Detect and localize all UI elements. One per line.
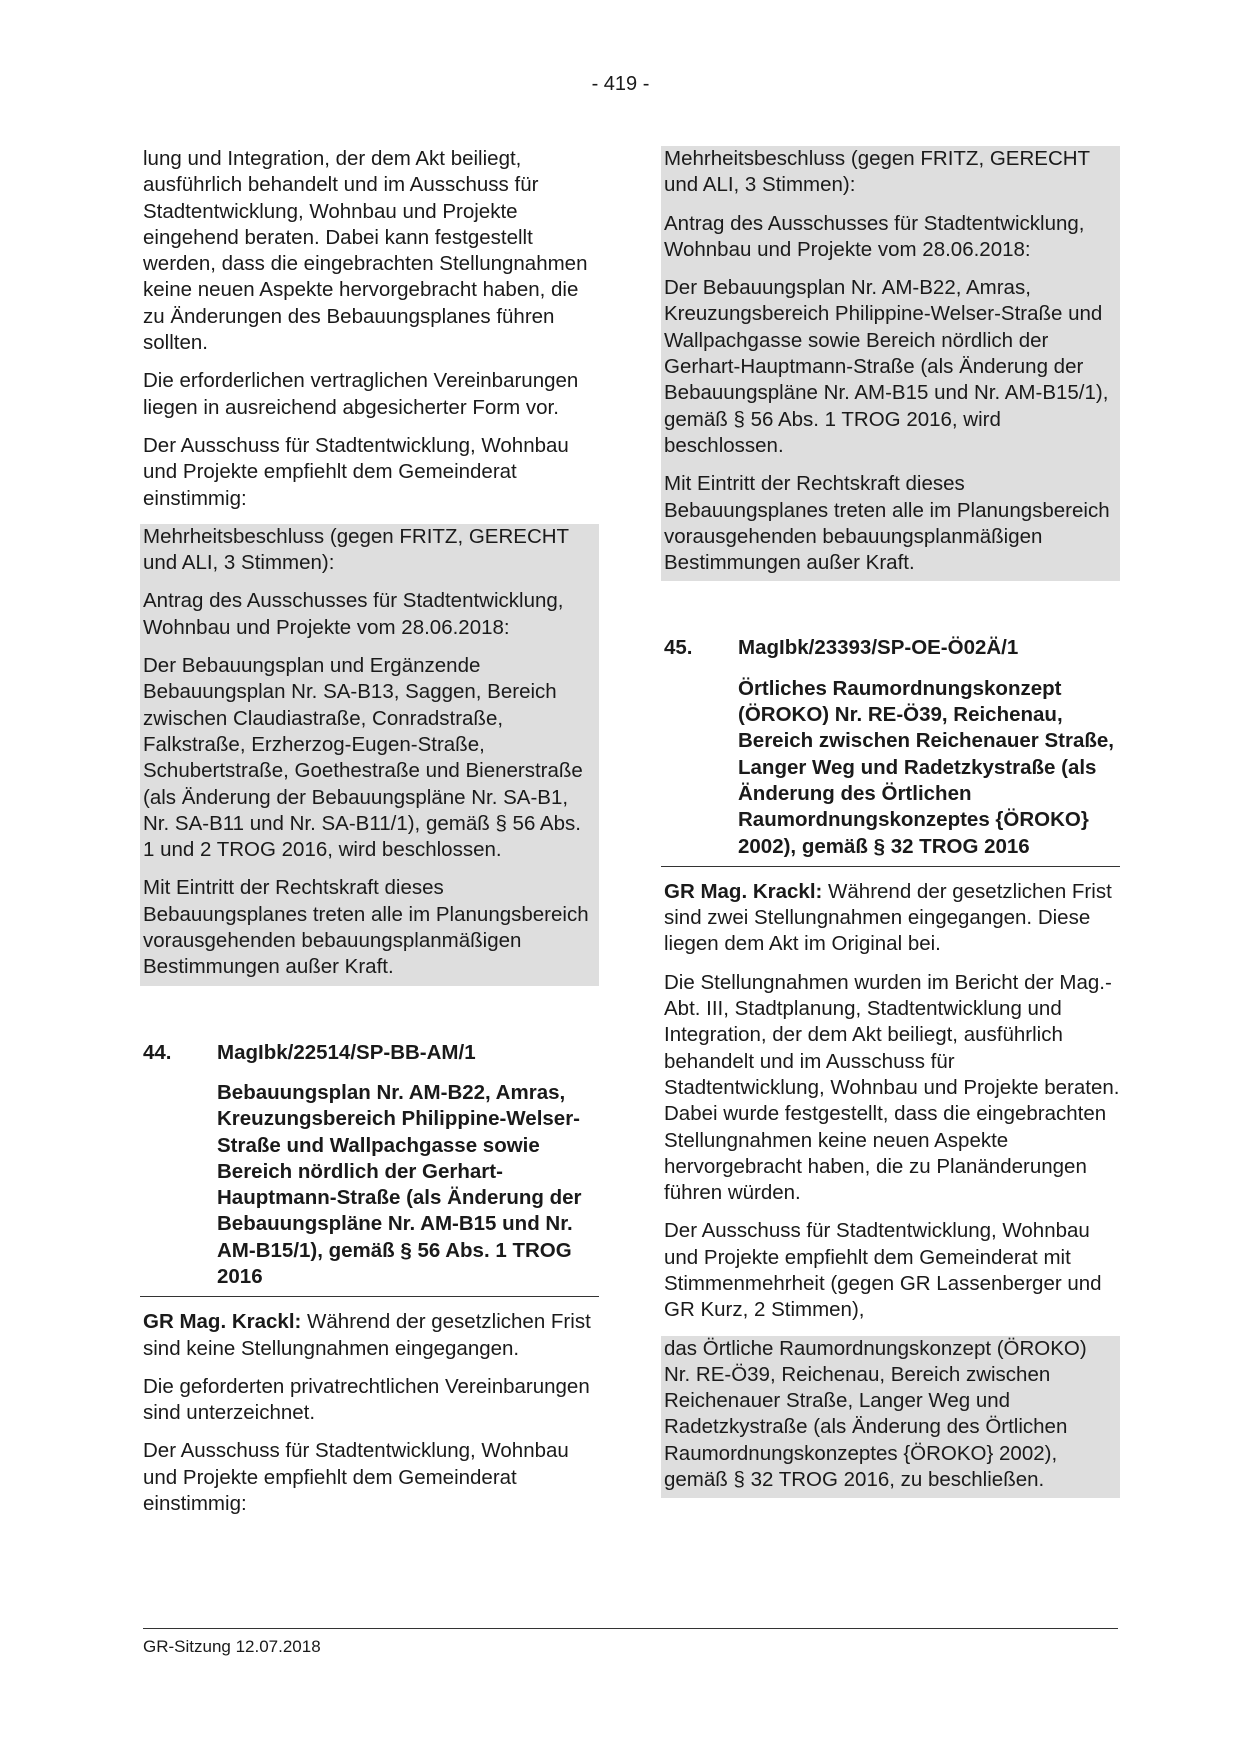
vote-result: Mehrheitsbeschluss (gegen FRITZ, GERECHT und ALI, 3 Stimmen): (664, 147, 1090, 197)
vote-result: Mehrheitsbeschluss (gegen FRITZ, GERECHT und ALI, 3 Stimmen): (143, 524, 569, 575)
paragraph: Die Stellungnahmen wurden im Bericht der Mag.-Abt. III, Stadtplanung, Stadtentwicklung und Integration, der dem Akt beiliegt, ausführlich behandelt und im Ausschuss für Stadtentwicklung, Wohnbau und Projekte beraten. Dabei wurde festgestellt, dass die eingebrachten Stellungnahmen keine neuen Aspekte hervorgebracht haben, die zu Planänderungen führen würden. (664, 970, 1120, 1205)
resolution-box (661, 146, 1120, 581)
resolution-box (140, 524, 599, 986)
paragraph: Der Ausschuss für Stadtentwicklung, Wohnbau und Projekte empfiehlt dem Gemeinderat einstimmig: (143, 433, 569, 510)
footer: GR-Sitzung 12.07.2018 (143, 1637, 321, 1656)
item-title: Bebauungsplan Nr. AM-B22, Amras, Kreuzungsbereich Philippine-Welser-Straße und Wallpachgasse sowie Bereich nördlich der Gerhart-Hauptmann-Straße (als Änderung der Bebauungspläne Nr. AM-B15 und Nr. AM-B15/1), gemäß § 56 Abs. 1 TROG 2016 (217, 1080, 582, 1288)
resolution-note: Mit Eintritt der Rechtskraft dieses Bebauungsplanes treten alle im Planungsbereich vorausgehenden bebauungsplanmäßigen Bestimmungen außer Kraft. (143, 876, 589, 979)
speaker-text: Während der gesetzlichen Frist sind zwei Stellungnahmen eingegangen. Diese liegen dem Akt im Original bei. (664, 879, 1112, 956)
divider (140, 1296, 599, 1297)
footer-divider (143, 1628, 1118, 1629)
agenda-item-44 (143, 1040, 599, 1298)
paragraph: Die erforderlichen vertraglichen Vereinbarungen liegen in ausreichend abgesicherter Form vor. (143, 369, 579, 419)
page-number: - 419 - (591, 73, 650, 95)
item-number: 44. (143, 1040, 172, 1064)
item-title: Örtliches Raumordnungskonzept (ÖROKO) Nr. RE-Ö39, Reichenau, Bereich zwischen Reichenauer Straße, Langer Weg und Radetzkystraße (als Änderung des Örtlichen Raumordnungskonzeptes {ÖROKO} 2002), gemäß § 32 TROG 2016 (738, 676, 1114, 858)
resolution-text: Der Bebauungsplan und Ergänzende Bebauungsplan Nr. SA-B13, Saggen, Bereich zwischen Claudiastraße, Conradstraße, Falkstraße, Erzherzog-Eugen-Straße, Schubertstraße, Goethestraße und Bienerstraße (als Änderung der Bebauungspläne Nr. SA-B1, Nr. SA-B11 und Nr. SA-B11/1), gemäß § 56 Abs. 1 und 2 TROG 2016, wird beschlossen. (143, 654, 583, 862)
resolution-text: Der Bebauungsplan Nr. AM-B22, Amras, Kreuzungsbereich Philippine-Welser-Straße und Wallpachgasse sowie Bereich nördlich der Gerhart-Hauptmann-Straße (als Änderung der Bebauungspläne Nr. AM-B15 und Nr. AM-B15/1), gemäß § 56 Abs. 1 TROG 2016, wird beschlossen. (664, 276, 1109, 457)
speaker-name: GR Mag. Krackl: (664, 879, 823, 903)
paragraph: Der Ausschuss für Stadtentwicklung, Wohnbau und Projekte empfiehlt dem Gemeinderat mit Stimmenmehrheit (gegen GR Lassenberger und GR Kurz, 2 Stimmen), (664, 1219, 1102, 1322)
left-column (143, 146, 599, 1529)
resolution-box (661, 1336, 1120, 1499)
item-number: 45. (664, 636, 693, 660)
resolution-note: Mit Eintritt der Rechtskraft dieses Bebauungsplanes treten alle im Planungsbereich vorausgehenden bebauungsplanmäßigen Bestimmungen außer Kraft. (664, 472, 1110, 575)
divider (661, 866, 1120, 867)
speaker-text: Während der gesetzlichen Frist sind keine Stellungnahmen eingegangen. (143, 1310, 591, 1360)
speaker-paragraph (664, 879, 1120, 958)
paragraph: Der Ausschuss für Stadtentwicklung, Wohnbau und Projekte empfiehlt dem Gemeinderat einstimmig: (143, 1439, 569, 1516)
agenda-item-45 (664, 635, 1120, 866)
resolution-text: das Örtliche Raumordnungskonzept (ÖROKO) Nr. RE-Ö39, Reichenau, Bereich zwischen Reichenauer Straße, Langer Weg und Radetzkystraße (als Änderung des Örtlichen Raumordnungskonzeptes {ÖROKO} 2002), gemäß § 32 TROG 2016, zu beschließen. (664, 1336, 1087, 1492)
speaker-paragraph (143, 1309, 599, 1362)
item-code: MagIbk/23393/SP-OE-Ö02Ä/1 (738, 636, 1019, 660)
motion-intro: Antrag des Ausschusses für Stadtentwicklung, Wohnbau und Projekte vom 28.06.2018: (664, 211, 1085, 261)
speaker-name: GR Mag. Krackl: (143, 1310, 302, 1334)
motion-intro: Antrag des Ausschusses für Stadtentwicklung, Wohnbau und Projekte vom 28.06.2018: (143, 589, 564, 639)
paragraph: lung und Integration, der dem Akt beiliegt, ausführlich behandelt und im Ausschuss für Stadtentwicklung, Wohnbau und Projekte eingehend beraten. Dabei kann festgestellt werden, dass die eingebrachten Stellungnahmen keine neuen Aspekte hervorgebracht haben, die zu Änderungen des Bebauungsplanes führen sollten. (143, 147, 588, 355)
right-column (664, 146, 1120, 1498)
item-code: MagIbk/22514/SP-BB-AM/1 (217, 1040, 476, 1064)
paragraph: Die geforderten privatrechtlichen Vereinbarungen sind unterzeichnet. (143, 1374, 590, 1425)
